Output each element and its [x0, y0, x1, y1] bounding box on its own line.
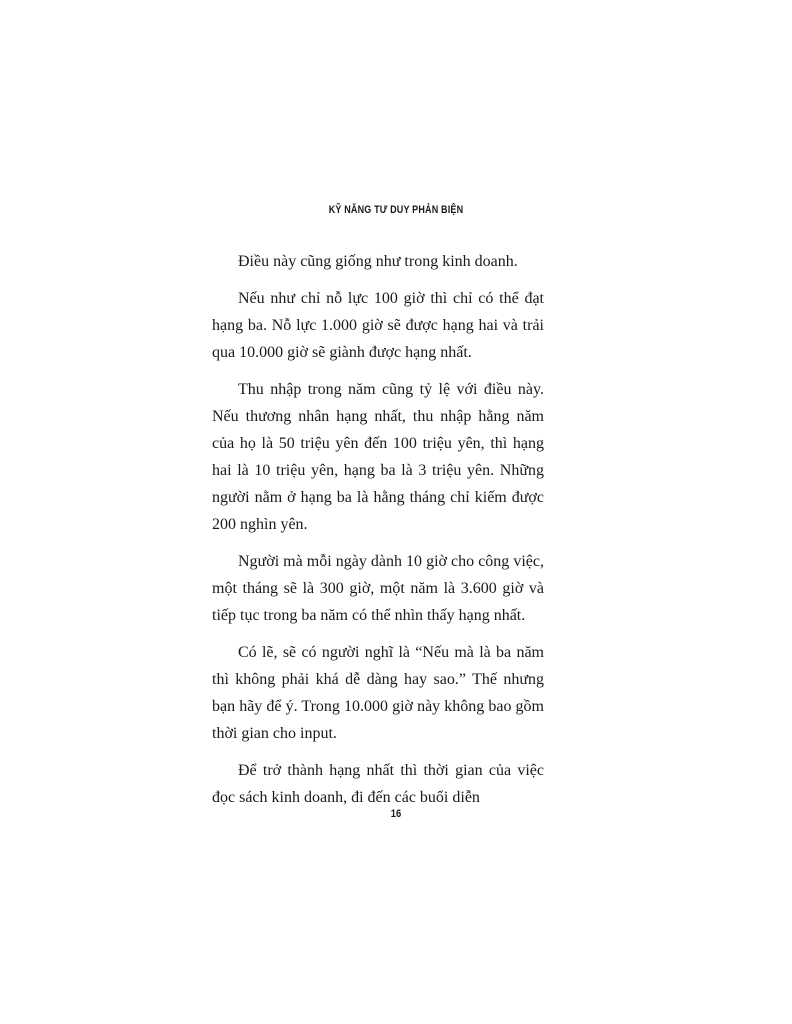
paragraph: Người mà mỗi ngày dành 10 giờ cho công việc, một tháng sẽ là 300 giờ, một năm là 3.600 giờ và tiếp tục trong ba năm có thể nhìn thấy hạng nhất. [212, 553, 544, 624]
body-text [212, 248, 544, 821]
paragraph: Thu nhập trong năm cũng tỷ lệ với điều này. Nếu thương nhân hạng nhất, thu nhập hằng năm của họ là 50 triệu yên đến 100 triệu yên, thì hạng hai là 10 triệu yên, hạng ba là 3 triệu yên. Những người nằm ở hạng ba là hằng tháng chỉ kiếm được 200 nghìn yên. [212, 381, 544, 533]
paragraph: Điều này cũng giống như trong kinh doanh. [238, 253, 518, 270]
paragraph: Nếu như chỉ nỗ lực 100 giờ thì chỉ có thể đạt hạng ba. Nỗ lực 1.000 giờ sẽ được hạng hai và trải qua 10.000 giờ sẽ giành được hạng nhất. [212, 290, 544, 361]
paragraph: Để trở thành hạng nhất thì thời gian của việc đọc sách kinh doanh, đi đến các buổi diễn [212, 762, 544, 806]
paragraph: Có lẽ, sẽ có người nghĩ là “Nếu mà là ba năm thì không phải khá dễ dàng hay sao.” Thế nhưng bạn hãy để ý. Trong 10.000 giờ này không bao gồm thời gian cho input. [212, 644, 544, 742]
running-head: KỸ NĂNG TƯ DUY PHẢN BIỆN [328, 204, 464, 216]
page-number: 16 [390, 808, 402, 820]
